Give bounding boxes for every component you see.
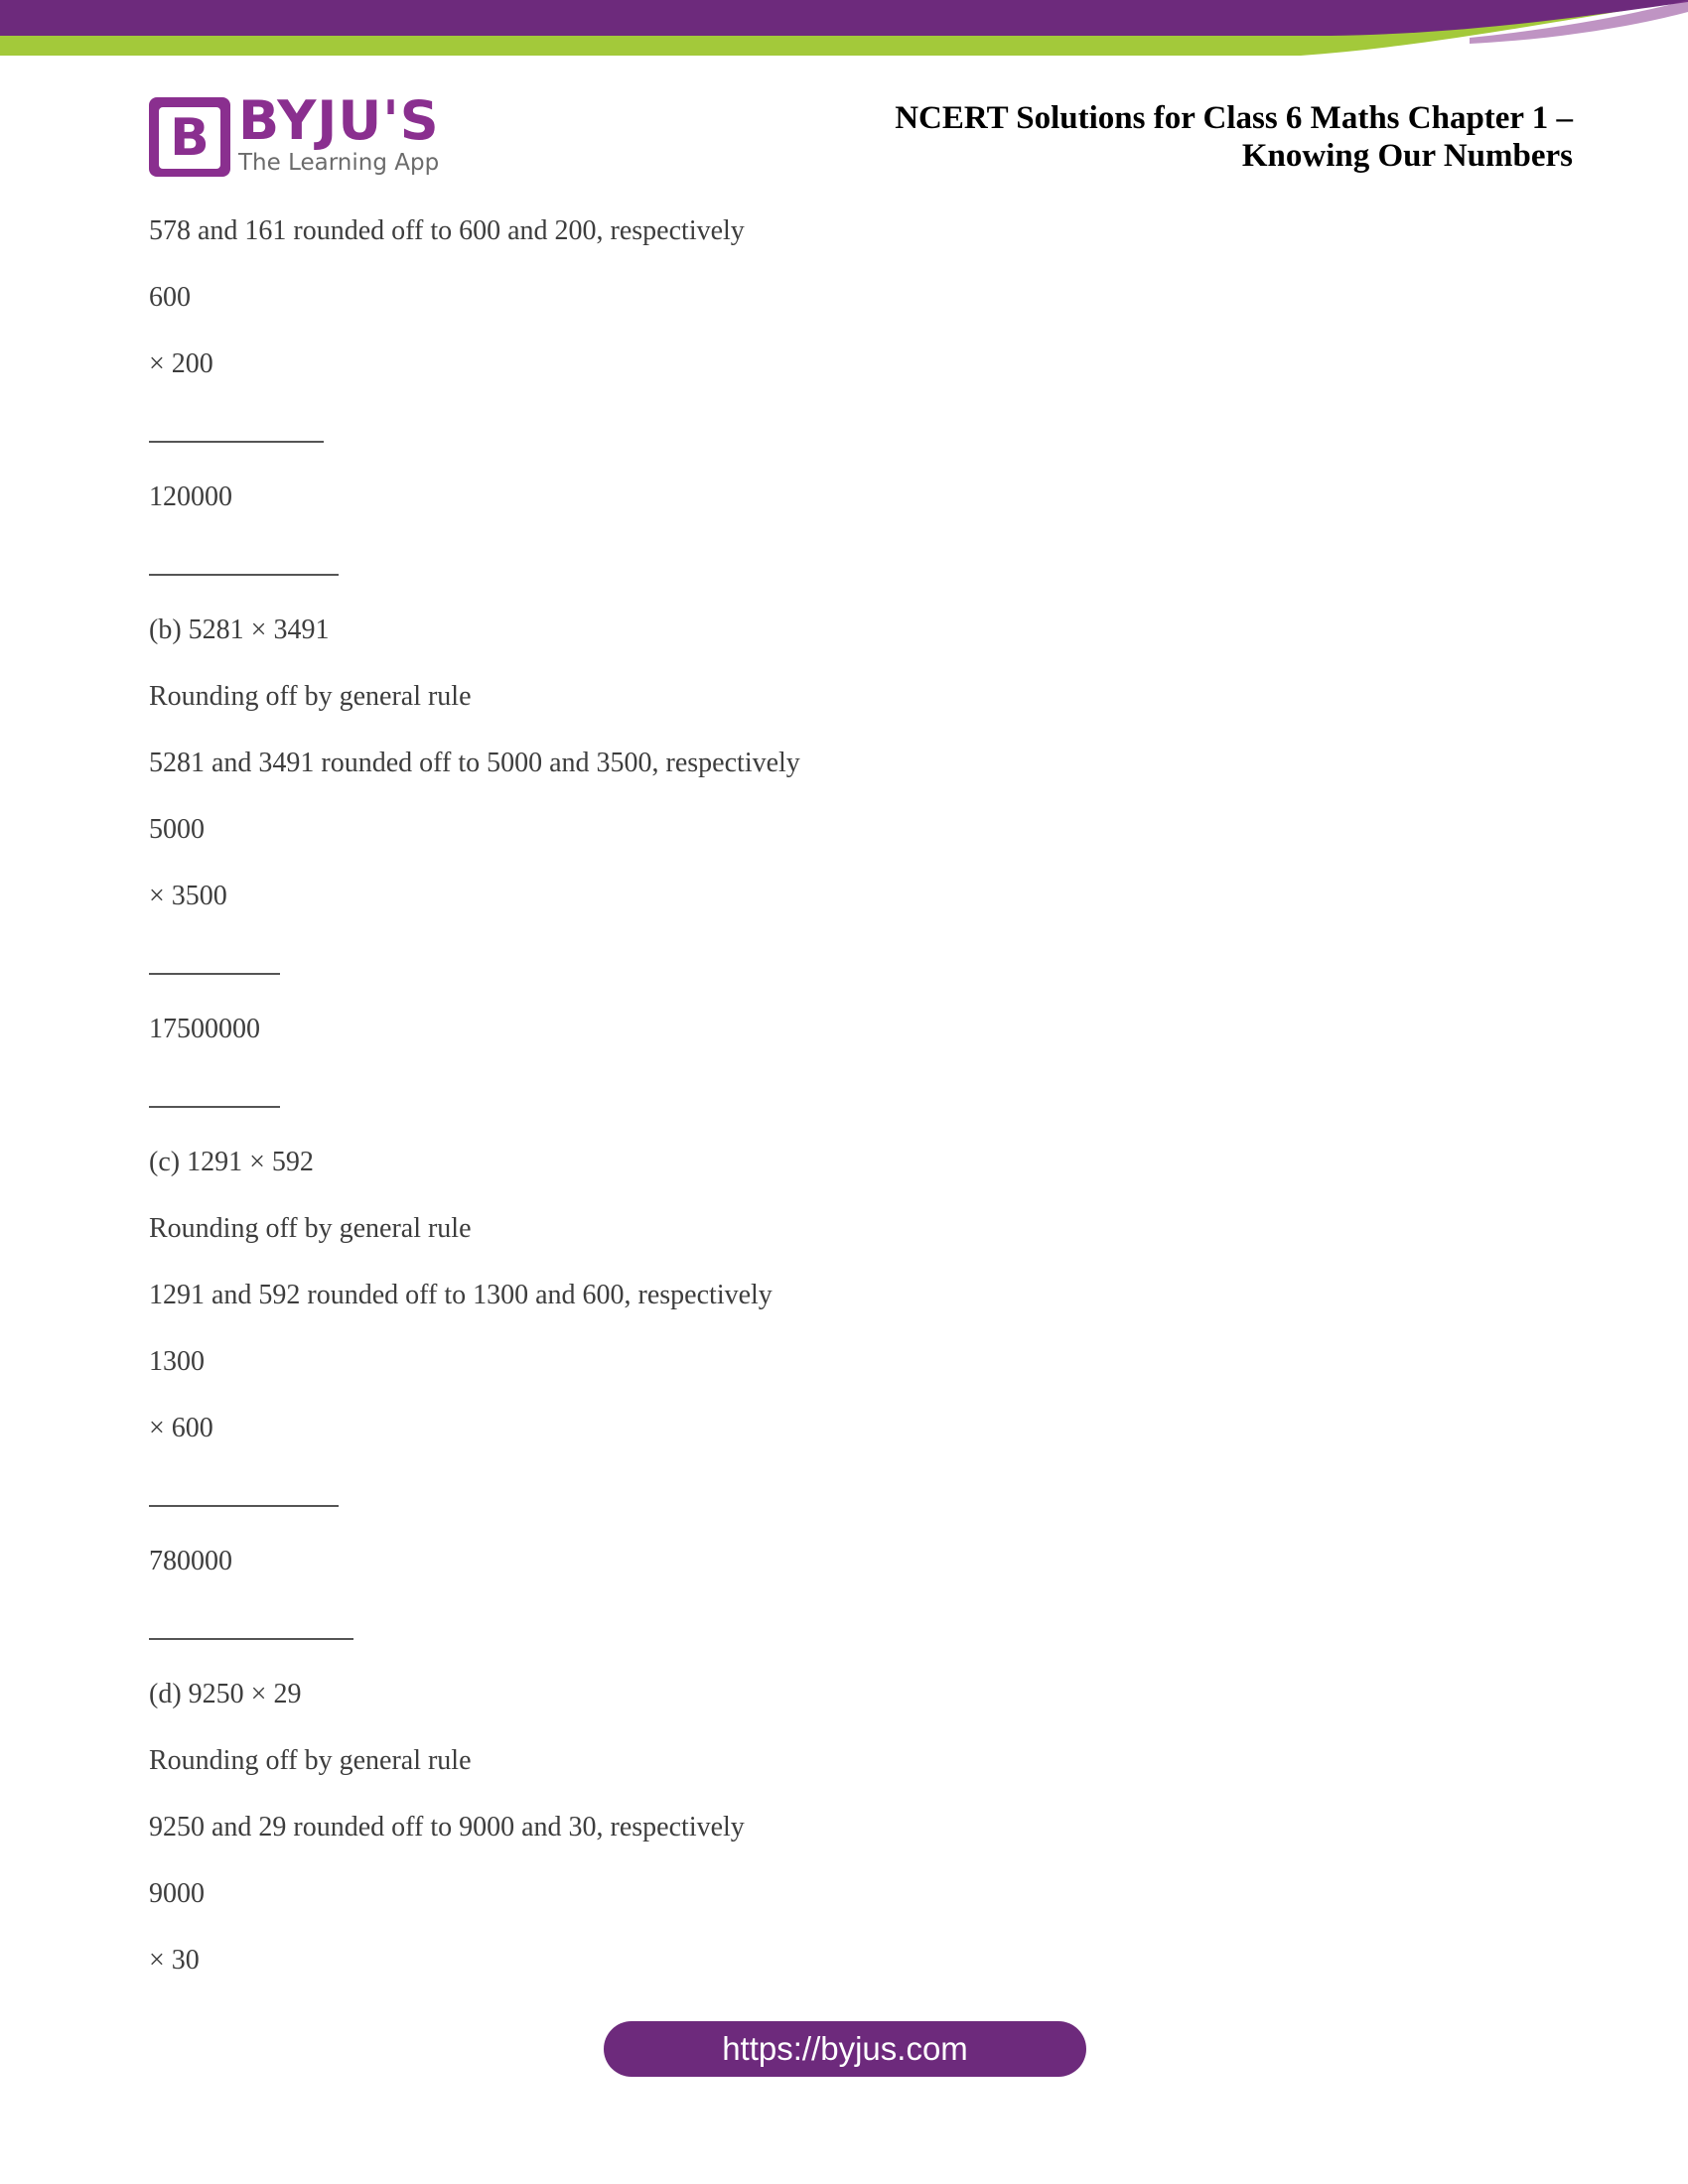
- byjus-logo-mark: [149, 97, 230, 177]
- part-c-multiplicand: 1300: [149, 1346, 205, 1377]
- part-c-product: 780000: [149, 1546, 232, 1576]
- part-a-lower-line: [149, 541, 1539, 608]
- part-b-heading: (b) 5281 × 3491: [149, 614, 330, 645]
- part-d-multiplier: × 30: [149, 1945, 200, 1976]
- logo-tagline: The Learning App: [238, 150, 440, 176]
- part-b-upper-line: [149, 940, 1539, 1007]
- part-a-product: 120000: [149, 481, 232, 512]
- part-a-rounded-values: 578 and 161 rounded off to 600 and 200, respectively: [149, 215, 745, 246]
- part-d-heading: (d) 9250 × 29: [149, 1679, 302, 1709]
- part-d-multiplicand: 9000: [149, 1878, 205, 1909]
- part-c-rounded-values: 1291 and 592 rounded off to 1300 and 600, respectively: [149, 1280, 773, 1310]
- part-c-lower-line: [149, 1605, 1539, 1672]
- solution-body: [149, 208, 1539, 2004]
- part-d-method: Rounding off by general rule: [149, 1745, 472, 1776]
- part-b-method: Rounding off by general rule: [149, 681, 472, 712]
- logo-letter: B: [159, 107, 220, 169]
- header-decorative-band: [0, 0, 1688, 64]
- logo-wordmark: BYJU'S: [238, 89, 440, 152]
- part-a-multiplicand: 600: [149, 282, 191, 313]
- document-title: [679, 99, 1573, 175]
- part-c-multiplier: × 600: [149, 1413, 213, 1443]
- document-title-line-2: Knowing Our Numbers: [1241, 138, 1573, 174]
- website-link[interactable]: https://byjus.com: [604, 2021, 1086, 2077]
- part-b-multiplier: × 3500: [149, 881, 227, 911]
- part-c-upper-line: [149, 1472, 1539, 1539]
- part-a-multiplier: × 200: [149, 348, 213, 379]
- part-c-method: Rounding off by general rule: [149, 1213, 472, 1244]
- part-a-upper-line: [149, 408, 1539, 475]
- document-title-line-1: NCERT Solutions for Class 6 Maths Chapter 1 –: [895, 100, 1573, 136]
- part-b-lower-line: [149, 1073, 1539, 1140]
- part-b-multiplicand: 5000: [149, 814, 205, 845]
- part-b-product: 17500000: [149, 1014, 260, 1044]
- part-b-rounded-values: 5281 and 3491 rounded off to 5000 and 3500, respectively: [149, 748, 800, 778]
- part-c-heading: (c) 1291 × 592: [149, 1147, 314, 1177]
- part-d-rounded-values: 9250 and 29 rounded off to 9000 and 30, respectively: [149, 1812, 745, 1843]
- byjus-logo: [149, 89, 447, 181]
